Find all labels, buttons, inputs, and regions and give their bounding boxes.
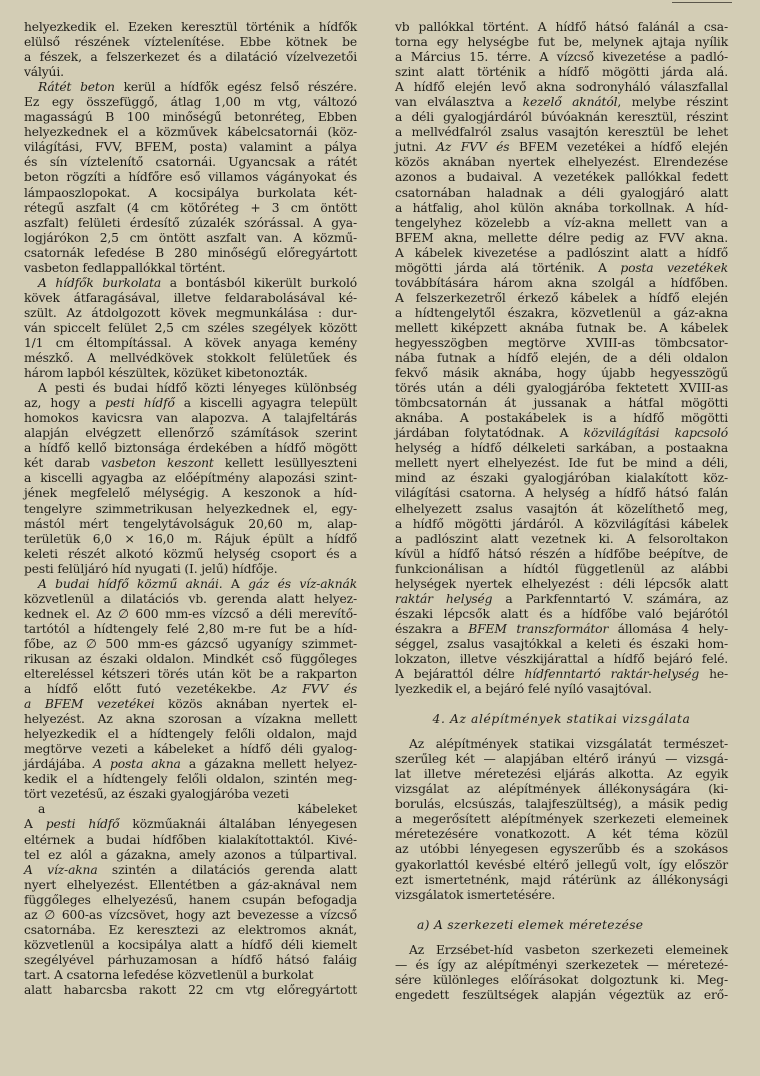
text-line: mögötti járda alá történik. A posta vezetékek [395,260,728,275]
text-line: mészkő. A mellvédkövek stokkolt felületűek és [24,351,357,366]
text-line: a déli gyalogjárdáról búvóaknán keresztül, részint [395,110,728,125]
text-line: fekvő másik aknába, hogy újabb hegyesszögű [395,366,728,381]
text-line: Az alépítmények statikai vizsgálatát természet- [409,737,728,752]
text-line: továbbítására három akna szolgál a hídfőben. [395,275,728,290]
text-line: és sín víztelenítő csatornái. Ugyancsak a rátét [24,155,357,170]
text-line: vályúi. [24,65,64,80]
text-line: Rátét beton kerül a hídfők egész felső részére. [38,80,357,95]
text-line: csatornába. Ez keresztezi az elektromos aknát, [24,922,357,937]
text-line: járdájába. A posta akna a gázakna mellett helyez- [24,757,358,772]
text-line: mástól mért tengelytávolságuk 20,60 m, alap- [24,516,357,531]
text-line: tartótól a hídtengely felé 2,80 m-re fut be a híd- [24,621,357,636]
text-line: szült. Az átdolgozott kövek megmunkálása : dur- [24,305,357,320]
text-line: a megerősített alépítmények szerkezeti elemeinek [395,812,728,827]
text-line: helységek nyertek elhelyezést : déli lépcsők alatt [395,576,728,591]
text-line: beton rögzíti a hídfőre eső villamos vágányokat és [24,170,357,185]
text-line: — és így az alépítményi szerkezetek — méretezé- [395,957,728,972]
text-line: helység a hídfő délkeleti sarkában, a postaakna [395,441,728,456]
text-line: két darab vasbeton keszont kellett lesüllyeszteni [24,456,358,471]
text-line: a fészek, a felszerkezet és a dilatáció vízelvezetői [24,50,357,65]
text-line: ván spiccelt felület 2,5 cm széles szegélyek között [24,320,357,335]
text-line: eltérnek a budai hídfőben kialakítottaktól. Kivé- [24,832,357,847]
text-line: borulás, elcsúszás, talajfeszültség), a másik pedig [395,797,728,812]
text-line: mellett nyert elhelyezést. Ide fut be mind a déli, [395,456,728,471]
text-line: A pesti hídfő közműaknái általában lényegesen [24,817,357,832]
text-line: közvetlenül a dilatációs vb. gerenda alatt helyez- [24,591,357,606]
text-line: mellett kiképzett aknába futnak be. A kábelek [395,320,728,335]
text-line: a hídfő mögötti járdáról. A közvilágítási kábelek [395,516,728,531]
text-line: a hídfő kellő biztonsága érdekében a hídfő mögött [24,441,357,456]
text-line: A víz-akna szintén a dilatációs gerenda alatt [24,862,357,877]
right-column [395,20,728,1003]
left-column [24,20,357,998]
text-line: az utóbbi lényegesen egyszerűbb és a szokásos [395,842,728,857]
text-line: az, hogy a pesti hídfő a kiscelli agyagra települt [24,396,357,411]
text-line: a kábeleket [38,802,357,817]
text-line: mind az északi gyalogjáróban kialakított köz- [395,471,728,486]
text-line: elülső részének víztelenítése. Ebbe kötnek be [24,35,357,50]
text-line: lámpaoszlopokat. A kocsipálya burkolata két- [24,185,357,200]
text-line: szegélyével párhuzamosan a hídfő hátsó faláig [24,952,357,967]
text-line: magasságú B 100 minőségű betonréteg, Ebben [24,110,357,125]
text-line: kedik el a hídtengely felőli oldalon, szintén meg- [24,772,357,787]
text-line: Az Erzsébet-híd vasbeton szerkezeti elemeinek [409,942,728,957]
text-line: tengelyre szimmetrikusan helyezkednek el, egy- [24,501,357,516]
text-line: gyakorlattól kevésbé eltérő jellegű volt, így először [395,857,728,872]
text-line: A hídfők burkolata a bontásból kikerült burkoló [38,275,357,290]
text-line: világítási, FVV, BFEM, posta) valamint a pálya [24,140,357,155]
text-line: tömbcsatornán át jussanak a hátfal mögötti [395,396,728,411]
text-line: főbe, az ∅ 500 mm-es gázcső ugyanígy szimmet- [24,636,357,651]
text-line: rikusan az északi oldalon. Mindkét cső függőleges [24,651,357,666]
text-line: sére különleges előírásokat dolgoztunk ki. Meg- [395,972,728,987]
text-line: függőleges elhelyezésű, hanem csupán befogadja [24,892,357,907]
text-line: a hídfő előtt futó vezetékekbe. Az FVV és [24,682,357,697]
text-line: vizsgálatok ismertetésére. [395,887,556,902]
text-line: a padlószint alatt vezetnek ki. A felsoroltakon [395,531,728,546]
text-line: rétegű aszfalt (4 cm kötőréteg + 3 cm öntött [24,200,357,215]
text-line: aknába. A postakábelek is a hídfő mögötti [395,411,728,426]
text-line: a Március 15. térre. A vízcső kivezetése a padló- [395,50,728,65]
text-line: a BFEM vezetékei közös aknában nyertek el- [24,697,357,712]
text-line: A pesti és budai hídfő közti lényeges különbség [38,381,357,396]
text-line: a hátfalig, ahol külön aknába torkollnak. A híd- [395,200,728,215]
text-line: lat illetve méretezési eljárás alkotta. Az egyik [395,767,728,782]
text-line: keleti részét alkotó közmű helység csoport és a [24,546,357,561]
text-line: elhelyezett zsalus vasajtón át közelíthető meg, [395,501,728,516]
text-line: nyert elhelyezést. Ellentétben a gáz-aknával nem [24,877,357,892]
text-line: nába futnak a hídfő elején, de a déli oldalon [395,351,728,366]
text-line: az ∅ 600-as vízcsövet, hogy azt bevezesse a vízcső [24,907,357,922]
text-line: méretezésére vonatkozott. A két téma közül [395,827,728,842]
text-line: tel ez alól a gázakna, amely azonos a túlpartival. [24,847,357,862]
text-line: északra a BFEM transzformátor állomása 4 hely- [395,621,728,636]
text-line: lokzaton, illetve vészkijárattal a hídfő bejáró felé. [395,651,728,666]
text-line: vasbeton fedlappallókkal történt. [24,260,226,275]
subsection-heading: a) A szerkezeti elemek méretezése [417,917,644,932]
section-body [395,737,728,903]
text-line: A budai hídfő közmű aknái. A gáz és víz-aknák [38,576,358,591]
text-line: logjárókon 2,5 cm öntött aszfalt van. A közmű- [24,230,357,245]
text-line: közvetlenül a kocsipálya alatt a hídfő déli kiemelt [24,937,357,952]
text-line: torna egy helységbe fut be, melynek ajtaja nyílik [395,35,728,50]
text-line: törés után a déli gyalogjáróba fektetett XVIII-as [395,381,728,396]
text-line: vb pallókkal történt. A hídfő hátsó falánál a csa- [395,20,728,34]
text-line: területük 6,0 × 16,0 m. Rájuk épült a hídfő [24,531,357,546]
text-line: hegyesszögben megtörve XVIII-as tömbcsator- [395,335,728,350]
text-line: aszfalt) felületi érdesítő zúzalék szórással. A gya- [24,215,357,230]
text-line: a hídtengelytől északra, közvetlenül a gáz-akna [395,305,728,320]
text-line: van elválasztva a kezelő aknától, melybe részint [395,95,728,110]
text-line: pesti felüljáró híd nyugati (I. jelű) hídfője. [24,561,278,576]
text-line: szerűleg két — alapjában eltérő irányú — vizsgá- [395,752,728,767]
text-line: csatornában haladnak a déli gyalogjáró alatt [395,185,728,200]
text-line: tört vezetésű, az északi gyalogjáróba vezeti [24,787,289,802]
text-line: helyezkedik el a hídtengely felőli oldalon, majd [24,727,357,742]
text-line: alatt habarcsba rakott 22 cm vtg előregyártott [24,983,357,997]
text-line: ezt ismertetnénk, majd rátérünk az állékonysági [395,872,728,887]
text-line: közös aknában nyertek elhelyezést. Elrendezése [395,155,728,170]
text-line: azonos a budaival. A vezetékek pallókkal fedett [395,170,728,185]
text-line: három lapból készültek, közüket kibetonozták. [24,366,308,381]
text-line: A bejárattól délre hídfenntartó raktár-helység he- [395,667,728,682]
text-line: séggel, zsalus vasajtókkal a keleti és északi hom- [395,636,728,651]
text-line: helyezkedik el. Ezeken keresztül történik a hídfők [24,20,357,34]
text-line: jének megfelelő mélységig. A keszonok a híd- [24,486,357,501]
text-line: BFEM akna, mellette délre pedig az FVV akna. [395,230,728,245]
text-line: jutni. Az FVV és BFEM vezetékei a hídfő elején [395,140,728,155]
text-line: északi lépcsők alatt és a hídfőbe való bejárótól [395,606,728,621]
text-line: funkcionálisan a hídtól függetlenül az alábbi [395,561,728,576]
text-line: tart. A csatorna lefedése közvetlenül a burkolat [24,967,314,982]
text-line: eltereléssel kétszeri törés után köt be a rakparton [24,667,357,682]
text-line: 1/1 cm éltompítással. A kövek anyaga kemény [24,335,357,350]
text-line: kívül a hídfő hátsó részén a hídfőbe beépítve, de [395,546,728,561]
text-line: a kiscelli agyagba az előépítmény alapozási szint- [24,471,357,486]
text-line: tengelyhez közelebb a víz-akna mellett van a [395,215,728,230]
subsection-body [395,943,728,1003]
text-line: kövek átfaragásával, illetve feldarabolásával ké- [24,290,357,305]
top-rule [672,2,732,3]
text-line: vizsgálat az alépítmények állékonyságára (ki- [395,782,728,797]
text-line: a mellvédfalról zsalus vasajtón keresztül be lehet [395,125,728,140]
text-line: helyezést. Az akna szorosan a vízakna mellett [24,712,357,727]
section-heading: 4. Az alépítmények statikai vizsgálata [432,712,691,727]
text-line: A hídfő elején levő akna sodronyháló válaszfallal [395,80,728,95]
right-column-body [395,20,728,697]
text-line: homokos kavicsra van alapozva. A talajfeltárás [24,411,357,426]
text-line: csatornák lefedése B 280 minőségű előregyártott [24,245,357,260]
text-line: A kábelek kivezetése a padlószint alatt a hídfő [395,245,728,260]
text-line: megtörve vezeti a kábeleket a hídfő déli gyalog- [24,742,357,757]
text-line: szint alatt történik a hídfő mögötti járda alá. [395,65,728,80]
text-line: engedett feszültségek alapján végeztük az erő- [395,987,728,1002]
text-line: járdában folytatódnak. A közvilágítási kapcsoló [395,426,729,441]
text-line: alapján elvégzett ellenőrző számítások szerint [24,426,357,441]
text-line: Ez egy összefüggő, átlag 1,00 m vtg, változó [24,95,357,110]
text-line: világítási csatorna. A helység a hídfő hátsó falán [395,486,728,501]
text-line: kednek el. Az ∅ 600 mm-es vízcső a déli merevítő- [24,606,357,621]
text-line: lyezkedik el, a bejáró felé nyíló vasajtóval. [395,682,652,697]
text-line: helyezkednek el a közművek kábelcsatornái (köz- [24,125,357,140]
text-line: A felszerkezetről érkező kábelek a hídfő elején [395,290,728,305]
text-line: raktár helység a Parkfenntartó V. számára, az [395,591,728,606]
